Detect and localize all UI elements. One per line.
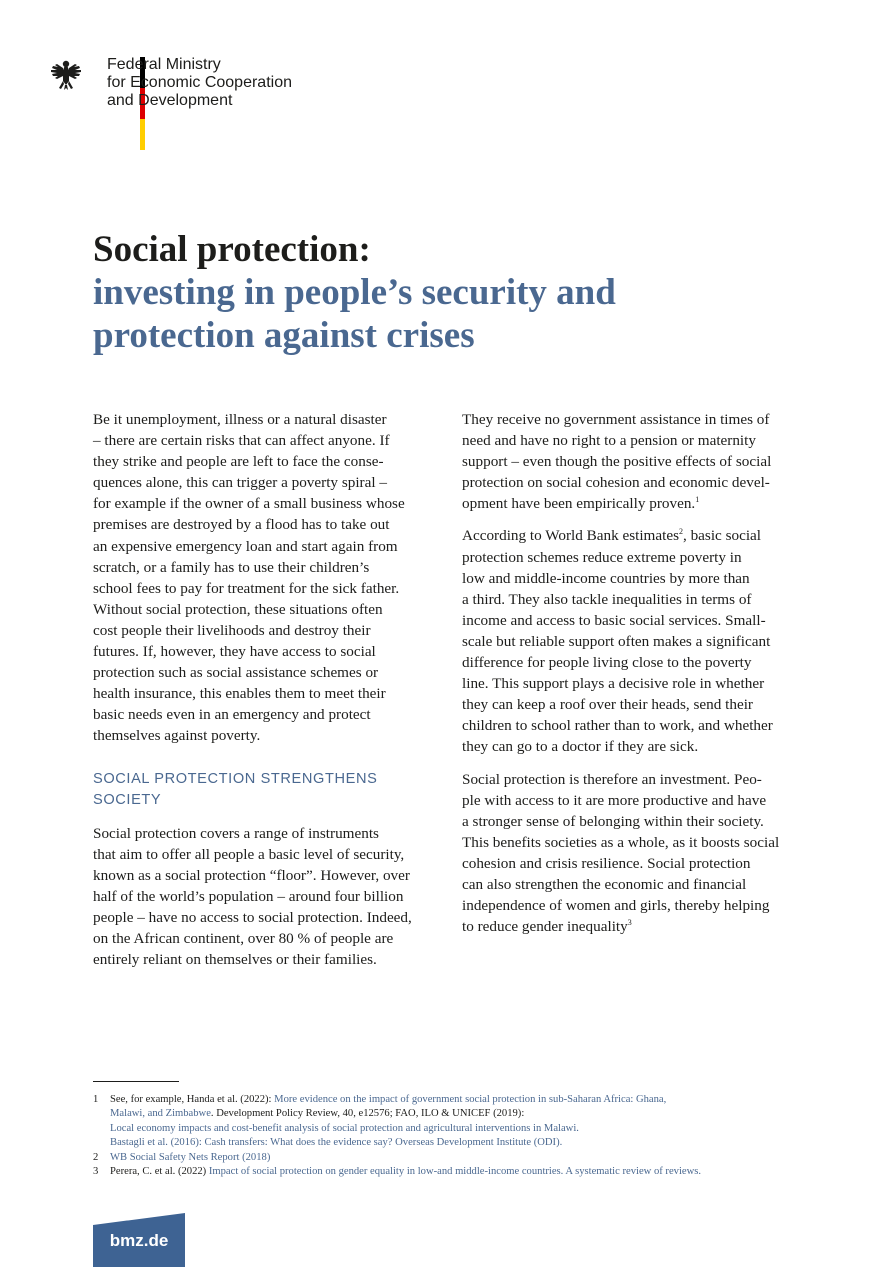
paragraph-2 <box>462 525 812 757</box>
footnote-number: 1 <box>93 1094 99 1105</box>
p2-first-line: According to World Bank estimates <box>462 527 679 545</box>
text-line: income and access to basic social services. Small- <box>462 611 766 629</box>
text-line: people – have no access to social protection. Indeed, <box>93 908 412 926</box>
text-line: This benefits societies as a whole, as it boosts social <box>462 833 780 851</box>
text-line: for example if the owner of a small business whose <box>93 495 405 513</box>
ministry-line: for Economic Cooperation <box>107 74 292 91</box>
text-line: scratch, or a family has to use their children’s <box>93 558 370 576</box>
text-line: school fees to pay for treatment for the sick father. <box>93 579 400 597</box>
footnote-3 <box>93 1165 833 1179</box>
ministry-line: and Development <box>107 92 233 109</box>
heading-line: SOCIAL PROTECTION STRENGTHENS <box>93 770 378 787</box>
p3-last-line: to reduce gender inequality <box>462 918 628 936</box>
footnote-link[interactable]: More evidence on the impact of government social protection in sub-Saharan Africa: Ghana, <box>274 1094 667 1105</box>
text-line: ple with access to it are more productive and have <box>462 791 767 809</box>
text-line: that aim to offer all people a basic level of security, <box>93 845 405 863</box>
section-heading <box>93 769 443 811</box>
footnote-ref[interactable]: 2 <box>678 527 683 537</box>
footnote-link[interactable]: Impact of social protection on gender equality in low-and middle-income countries. A systematic review of reviews. <box>208 1166 702 1178</box>
text-line: support – even though the positive effects of social <box>462 453 772 471</box>
section-paragraph <box>93 823 443 971</box>
text-line: quences alone, this can trigger a poverty spiral – <box>93 474 387 492</box>
title-line-3: protection against crises <box>93 315 475 356</box>
text-line: known as a social protection “floor”. However, over <box>93 866 410 884</box>
footnote-ref[interactable]: 1 <box>695 495 700 505</box>
text-line: protection such as social assistance schemes or <box>93 664 379 682</box>
text-line: they strike and people are left to face the conse- <box>93 453 384 471</box>
text-line: can also strengthen the economic and financial <box>462 875 747 893</box>
text-line: They receive no government assistance in times of <box>462 411 770 428</box>
text-line: health insurance, this enables them to meet their <box>93 685 386 703</box>
text-line: independence of women and girls, thereby helping <box>462 897 770 915</box>
text-line: – there are certain risks that can affect anyone. If <box>93 432 390 450</box>
title-line-2: investing in people’s security and <box>93 272 616 313</box>
text-line: an expensive emergency loan and start again from <box>93 537 398 555</box>
text-line: entirely reliant on themselves or their families. <box>93 951 377 969</box>
text-line: futures. If, however, they have access to social <box>93 643 376 661</box>
text-line: a third. They also tackle inequalities in terms of <box>462 590 752 608</box>
footnote-link[interactable]: Bastagli et al. (2016): Cash transfers: What does the evidence say? Overseas Development Institute (ODI). <box>110 1137 563 1149</box>
footnote-ref[interactable]: 3 <box>627 918 632 928</box>
footnotes <box>93 1093 833 1179</box>
text-line: low and middle-income countries by more than <box>462 569 750 587</box>
footnote-text: See, for example, Handa et al. (2022): <box>110 1094 275 1105</box>
footnote-text: . Development Policy Review, 40, e12576; FAO, ILO & UNICEF (2019): <box>210 1108 525 1120</box>
right-column <box>462 409 812 948</box>
text-line: half of the world’s population – around four billion <box>93 887 404 905</box>
text-line: protection on social cohesion and economic devel- <box>462 474 770 492</box>
text-line: they can go to a doctor if they are sick. <box>462 738 699 756</box>
left-column <box>93 409 443 981</box>
p2-first-line-rest: , basic social <box>682 527 762 545</box>
text-line: difference for people living close to the poverty <box>462 654 752 672</box>
footnote-number: 3 <box>93 1166 99 1178</box>
footnote-2 <box>93 1151 833 1165</box>
title-line-1: Social protection: <box>93 229 371 270</box>
bmz-link[interactable]: bmz.de <box>109 1231 169 1250</box>
ministry-name <box>107 56 292 110</box>
page-title <box>93 228 813 357</box>
paragraph-3 <box>462 769 812 938</box>
flag-stripe-gold <box>140 119 145 150</box>
text-line: basic needs even in an emergency and protect <box>93 706 371 724</box>
footnote-link[interactable]: Local economy impacts and cost-benefit analysis of social protection and agricultural interventions in Malawi. <box>110 1122 579 1134</box>
footnote-link[interactable]: Malawi, and Zimbabwe <box>110 1108 211 1120</box>
footnote-1 <box>93 1093 833 1151</box>
text-line: Without social protection, these situations often <box>93 600 383 618</box>
text-line: premises are destroyed by a flood has to take out <box>93 516 390 534</box>
text-line: need and have no right to a pension or maternity <box>462 432 756 450</box>
ministry-logo <box>48 57 348 150</box>
text-line: children to school rather than to work, and whether <box>462 717 773 735</box>
text-line: protection schemes reduce extreme poverty in <box>462 548 742 566</box>
footnote-number: 2 <box>93 1151 99 1163</box>
footnote-divider <box>93 1081 179 1082</box>
p1-last-line: opment have been empirically proven. <box>462 495 696 513</box>
ministry-line: Federal Ministry <box>107 56 221 73</box>
bmz-badge[interactable] <box>93 1213 185 1267</box>
intro-paragraph <box>93 409 443 747</box>
text-line: Be it unemployment, illness or a natural disaster <box>93 411 387 428</box>
text-line: themselves against poverty. <box>93 727 261 745</box>
text-line: Social protection is therefore an investment. Peo- <box>462 770 762 788</box>
text-line: cohesion and crisis resilience. Social protection <box>462 854 751 872</box>
text-line: a stronger sense of belonging within their society. <box>462 812 764 830</box>
text-line: scale but reliable support often makes a significant <box>462 632 771 650</box>
text-line: line. This support plays a decisive role in whether <box>462 675 765 693</box>
federal-eagle-icon <box>48 57 84 93</box>
text-line: cost people their livelihoods and destroy their <box>93 621 371 639</box>
footnote-text: Perera, C. et al. (2022) <box>110 1166 209 1178</box>
text-line: they can keep a roof over their heads, send their <box>462 696 753 714</box>
footnote-link[interactable]: WB Social Safety Nets Report (2018) <box>110 1151 271 1163</box>
paragraph-1 <box>462 409 812 514</box>
heading-line: SOCIETY <box>93 791 162 808</box>
text-line: Social protection covers a range of instruments <box>93 824 379 842</box>
text-line: on the African continent, over 80 % of people are <box>93 929 394 947</box>
